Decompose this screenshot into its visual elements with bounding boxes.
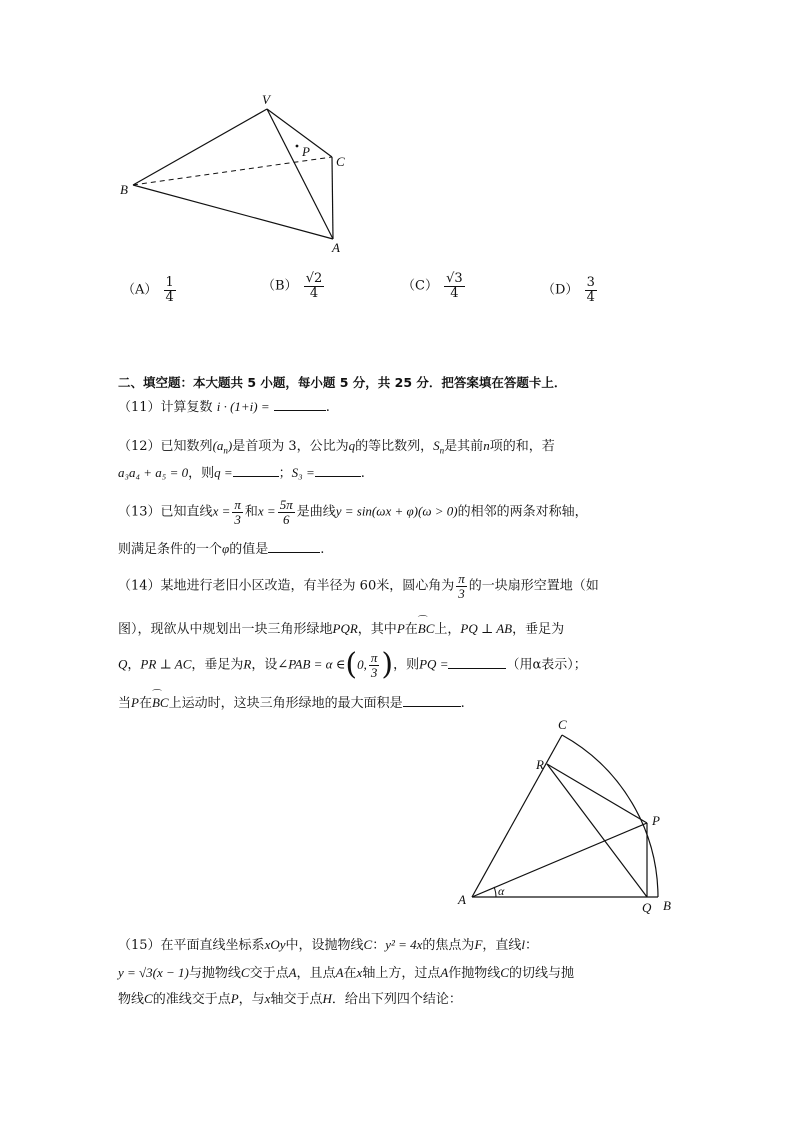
q14-text: 图），现欲从中规划出一块三角形绿地 [118, 622, 333, 637]
q14-P: P [131, 695, 139, 710]
q15-text: 交于点 [249, 966, 289, 981]
question-14-line-2 [118, 618, 564, 637]
q12-text: ； [278, 466, 292, 481]
q15-text: ，与 [238, 992, 265, 1007]
q14-text: ，垂足为 [512, 622, 565, 637]
q15-text: ： [372, 938, 386, 953]
q14-text: 上运动时，这块三角形绿地的最大面积是 [168, 696, 403, 711]
q12-end: . [360, 466, 365, 481]
q15-text: 物线 [118, 992, 145, 1007]
q14-PQ-eq: PQ = [419, 656, 449, 672]
q14-arc-BC: ⌒ BC [152, 695, 169, 711]
edge-AC [472, 735, 562, 897]
q12-text: 的等比数列， [355, 439, 434, 454]
option-a[interactable] [122, 276, 178, 304]
q14-text: ，其中 [357, 622, 397, 637]
label-Q: Q [642, 900, 652, 915]
sector-figure [452, 715, 692, 920]
q15-text: 轴交于点 [270, 992, 323, 1007]
question-14-line-1 [118, 572, 599, 600]
q14-text: 某地进行老旧小区改造，有半径为 60米，圆心角为 [160, 578, 455, 594]
q11-expression: i · (1+i) = [216, 399, 270, 414]
segment-PR [547, 764, 647, 823]
q13-frac-1: $\frac{\pi}{3}$ [234, 497, 241, 527]
q13-frac-2: $\frac{5\pi}{6}$ [279, 497, 293, 527]
q14-text: 的一块扇形空置地（如 [468, 578, 599, 594]
q15-C: C [500, 965, 509, 980]
q15-text: 的焦点为 [422, 938, 475, 953]
q14-frac: $\frac{\pi}{3}$ [458, 571, 465, 601]
angle-alpha-arc [494, 887, 496, 897]
q13-text: 的相邻的两条对称轴， [457, 504, 588, 520]
q11-answer-blank[interactable] [274, 398, 326, 411]
edge-BA [133, 185, 333, 239]
q14-PQR: PQR [332, 621, 358, 636]
q14-arc-BC: ⌒ BC [418, 621, 435, 637]
label-P: P [302, 144, 310, 159]
q12-condition: a₃a₄ + a₅ = 0 [118, 465, 189, 480]
q15-text: ．给出下列四个结论： [331, 992, 462, 1007]
label-A: A [458, 892, 466, 907]
q12-number: （12） [118, 439, 161, 454]
q14-angle: ∠PAB = α ∈ [277, 656, 346, 672]
q15-text: 的切线与抛 [508, 966, 574, 981]
q12-text: ，则 [188, 466, 215, 481]
q14-text: 当 [118, 696, 132, 711]
q15-F: F [474, 937, 483, 952]
q14-Q: Q [118, 656, 128, 672]
label-B: B [120, 182, 128, 197]
q14-text: ，垂足为 [191, 657, 244, 673]
question-12-line-1 [118, 435, 555, 456]
q14-text: ， [127, 657, 141, 673]
q15-line-eq: y = √3(x − 1) [118, 965, 189, 980]
q11-text: 计算复数 [160, 400, 213, 415]
q15-parabola: y² = 4x [385, 937, 423, 952]
q13-text: 和 [244, 504, 258, 520]
q12-text: 已知数列 [160, 439, 213, 454]
question-15-line-1 [118, 934, 538, 953]
q14-P: P [396, 621, 405, 636]
q15-text: ： [525, 938, 539, 953]
q12-text: 项的和，若 [489, 439, 555, 454]
q12-text: 是首项为 3，公比为 [232, 439, 349, 454]
q15-text: 在平面直线坐标系 [160, 938, 265, 953]
edge-VA [267, 109, 333, 239]
q13-phi: φ [222, 541, 230, 556]
option-d-value: $\frac{3}{4}$ [586, 275, 595, 305]
q12-answer-blank-S3[interactable] [315, 464, 361, 477]
label-C: C [558, 717, 567, 732]
label-alpha: α [498, 884, 505, 898]
q11-end: . [325, 400, 330, 415]
q13-text: 的值是 [229, 542, 269, 557]
option-c-value: $\frac{√3}{4}$ [446, 271, 463, 301]
q12-sequence: $(a_n)$ [212, 438, 233, 456]
q15-H: H [322, 991, 332, 1006]
q14-interval: ( 0, $\frac{\pi}{3}$ ) [345, 647, 394, 682]
q13-number: （13） [118, 504, 161, 520]
q14-R: R [243, 656, 252, 672]
q15-A: A [335, 965, 344, 980]
q12-text: 是其前 [444, 439, 484, 454]
label-R: R [536, 757, 544, 772]
question-14-line-4 [118, 692, 465, 711]
option-c[interactable] [402, 272, 467, 300]
label-V: V [262, 92, 270, 107]
q14-end: . [460, 696, 465, 711]
q15-P: P [230, 991, 239, 1006]
question-13-line-1 [118, 498, 588, 526]
question-12-line-2 [118, 462, 365, 481]
q13-x2: x = [257, 503, 276, 519]
q13-text: 则满足条件的一个 [118, 542, 223, 557]
question-14-line-3 [118, 647, 587, 682]
q14-text: ，设 [251, 657, 278, 673]
label-C: C [336, 154, 345, 169]
q13-end: . [320, 542, 325, 557]
q15-text: 作抛物线 [448, 966, 501, 981]
edge-VB [133, 109, 267, 185]
question-15-line-3 [118, 988, 462, 1007]
q12-var-q: q [348, 438, 356, 453]
q15-text: 在 [343, 966, 357, 981]
arc-BC [562, 735, 658, 897]
q14-number: （14） [118, 578, 161, 594]
q15-C: C [363, 937, 373, 952]
option-d-letter: （D） [542, 282, 579, 298]
question-15-line-2 [118, 962, 574, 981]
q15-text: 的准线交于点 [152, 992, 231, 1007]
option-b-value: $\frac{√2}{4}$ [305, 271, 323, 301]
q14-answer-blank-PQ[interactable] [448, 656, 506, 669]
q12-var-S: $S_n$ [433, 438, 445, 456]
q15-text: ，直线 [482, 938, 522, 953]
tetrahedron-figure [110, 90, 360, 255]
label-B: B [663, 898, 671, 913]
q15-text: 中，设抛物线 [285, 938, 364, 953]
option-b-letter: （B） [262, 278, 298, 294]
q15-text: 与抛物线 [188, 966, 241, 981]
edge-VC [267, 109, 332, 157]
q11-number: （11） [118, 400, 161, 415]
q15-C: C [144, 991, 153, 1006]
option-c-letter: （C） [402, 278, 438, 294]
q13-curve: y = sin(ωx + φ)(ω > 0) [335, 503, 458, 519]
q12-var-n: n [483, 438, 490, 453]
point-P [296, 145, 299, 148]
q15-x: x [264, 991, 271, 1006]
q12-S3-eq: S₃ = [291, 465, 315, 480]
q12-q-eq: q = [214, 465, 233, 480]
q14-text: 上， [434, 622, 461, 637]
option-a-letter: （A） [122, 282, 158, 298]
q15-l: l [521, 937, 526, 952]
q13-x1: x = [212, 503, 231, 519]
edge-BC-dashed [133, 157, 332, 185]
q15-text: ，且点 [296, 966, 336, 981]
q15-text: 轴上方，过点 [362, 966, 441, 981]
q14-text: ，则 [393, 657, 420, 673]
label-P: P [652, 813, 660, 828]
q14-perp-PR: PR ⊥ AC [140, 656, 192, 672]
option-b[interactable] [262, 272, 326, 300]
question-13-line-2 [118, 538, 324, 557]
q14-text: 在 [138, 696, 152, 711]
q13-text: 已知直线 [160, 504, 213, 520]
q13-text: 是曲线 [296, 504, 336, 520]
q14-answer-blank-area[interactable] [403, 694, 461, 707]
label-A: A [332, 240, 340, 255]
q12-answer-blank-q[interactable] [233, 464, 279, 477]
q15-C: C [240, 965, 250, 980]
option-d[interactable] [542, 276, 599, 304]
option-a-value: $\frac{1}{4}$ [165, 275, 174, 305]
question-11 [118, 396, 330, 415]
segment-RQ [547, 764, 647, 897]
q15-A: A [288, 965, 297, 980]
section-heading: 二、填空题：本大题共 5 小题，每小题 5 分，共 25 分．把答案填在答题卡上． [118, 375, 567, 390]
edge-CA [332, 157, 333, 239]
q15-number: （15） [118, 938, 161, 953]
q15-xOy: xOy [264, 937, 286, 952]
q13-answer-blank[interactable] [268, 540, 320, 553]
q14-text: 在 [404, 622, 418, 637]
q14-perp-PQ: PQ ⊥ AB [460, 621, 513, 636]
q15-A: A [440, 965, 449, 980]
q14-text: （用α表示）； [506, 657, 587, 673]
q15-x: x [356, 965, 363, 980]
